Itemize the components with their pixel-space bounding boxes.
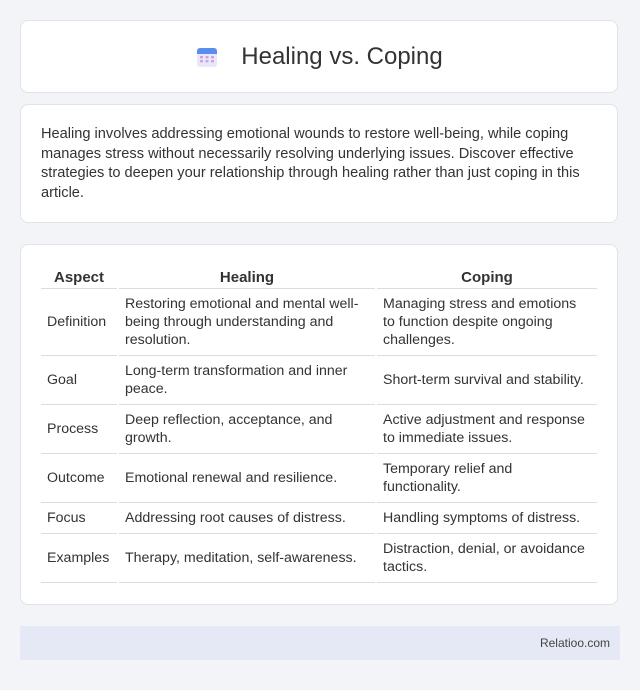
coping-cell: Handling symptoms of distress. bbox=[377, 503, 597, 534]
table-row bbox=[41, 534, 597, 583]
coping-cell: Active adjustment and response to immediate issues. bbox=[377, 405, 597, 454]
aspect-cell: Process bbox=[41, 405, 117, 454]
coping-cell: Temporary relief and functionality. bbox=[377, 454, 597, 503]
aspect-cell: Outcome bbox=[41, 454, 117, 503]
column-header-aspect: Aspect bbox=[41, 263, 117, 289]
comparison-table bbox=[39, 263, 599, 583]
footer bbox=[20, 626, 620, 660]
intro-card bbox=[20, 104, 618, 223]
aspect-cell: Definition bbox=[41, 289, 117, 356]
coping-cell: Distraction, denial, or avoidance tactics. bbox=[377, 534, 597, 583]
table-row bbox=[41, 356, 597, 405]
calendar-icon bbox=[195, 45, 219, 69]
table-row bbox=[41, 289, 597, 356]
column-header-coping: Coping bbox=[377, 263, 597, 289]
healing-cell: Deep reflection, acceptance, and growth. bbox=[119, 405, 375, 454]
healing-cell: Restoring emotional and mental well-being through understanding and resolution. bbox=[119, 289, 375, 356]
intro-text: Healing involves addressing emotional wounds to restore well-being, while coping manages stress without necessarily resolving underlying issues. Discover effective strategies to deepen your relationship through healing rather than just coping in this article. bbox=[41, 126, 580, 201]
aspect-cell: Focus bbox=[41, 503, 117, 534]
coping-cell: Short-term survival and stability. bbox=[377, 356, 597, 405]
comparison-card bbox=[20, 244, 618, 605]
page-title: Healing vs. Coping bbox=[241, 42, 443, 70]
coping-cell: Managing stress and emotions to function despite ongoing challenges. bbox=[377, 289, 597, 356]
title-card bbox=[20, 20, 618, 93]
table-row bbox=[41, 503, 597, 534]
aspect-cell: Examples bbox=[41, 534, 117, 583]
footer-brand: Relatioo.com bbox=[539, 636, 610, 650]
table-row bbox=[41, 405, 597, 454]
aspect-cell: Goal bbox=[41, 356, 117, 405]
healing-cell: Therapy, meditation, self-awareness. bbox=[119, 534, 375, 583]
healing-cell: Emotional renewal and resilience. bbox=[119, 454, 375, 503]
column-header-healing: Healing bbox=[119, 263, 375, 289]
healing-cell: Addressing root causes of distress. bbox=[119, 503, 375, 534]
table-row bbox=[41, 454, 597, 503]
healing-cell: Long-term transformation and inner peace. bbox=[119, 356, 375, 405]
